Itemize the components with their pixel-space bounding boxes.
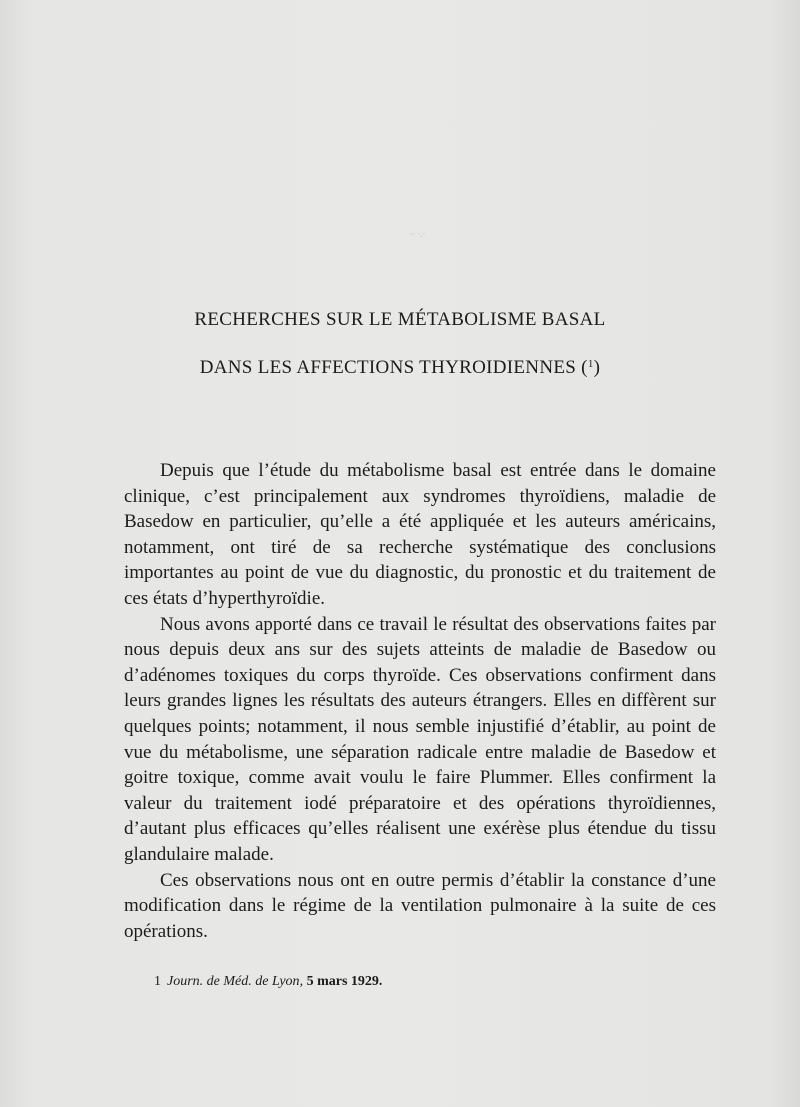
title-line-2-text: DANS LES AFFECTIONS THYROIDIENNES <box>199 357 577 378</box>
paragraph-3: Ces observations nous ont en outre permis d’établir la constance d’une modification dans le régime de la ventilation pulmonaire à la suite de ces opérations. <box>124 869 716 942</box>
title-footnote-mark: 1 <box>587 358 594 370</box>
footnote-journal: Journ. de Méd. de Lyon <box>167 974 300 989</box>
footnote: 1 Journ. de Méd. de Lyon, 5 mars 1929. <box>154 974 383 989</box>
title-line-2: DANS LES AFFECTIONS THYROIDIENNES ($^1$) <box>199 357 601 378</box>
body-text <box>124 458 716 944</box>
paper-speck: ·· ·.· <box>410 230 426 239</box>
footnote-date: 5 mars 1929. <box>306 974 383 989</box>
paragraph-2: Nous avons apporté dans ce travail le résultat des observations faites par nous depuis deux ans sur des sujets atteints de maladie de Basedow ou d’adénomes toxiques du corps thyroïde. Ces observations confirment dans leurs grandes lignes les résultats des auteurs étrangers. Elles en diffèrent sur quelques points; notamment, il nous semble injustifié d’établir, au point de vue du métabolisme, une séparation radicale entre maladie de Basedow et goitre toxique, comme avait voulu le faire Plummer. Elles confirment la valeur du traitement iodé préparatoire et des opérations thyroïdiennes, d’autant plus efficaces qu’elles réalisent une exérèse plus étendue du tissu glandulaire malade. <box>124 613 716 865</box>
paragraph-1: Depuis que l’étude du métabolisme basal est entrée dans le domaine clinique, c’est principalement aux syndromes thyroïdiens, maladie de Basedow en particulier, qu’elle a été appliquée et les auteurs américains, notamment, ont tiré de sa recherche systématique des conclusions importantes au point de vue du diagnostic, du pronostic et du traitement de ces états d’hyperthyroïdie. <box>124 460 716 609</box>
footnote-number: 1 <box>154 974 161 989</box>
title-line-1 <box>0 309 800 331</box>
title-line-1-text: RECHERCHES SUR LE MÉTABOLISME BASAL <box>194 309 606 330</box>
